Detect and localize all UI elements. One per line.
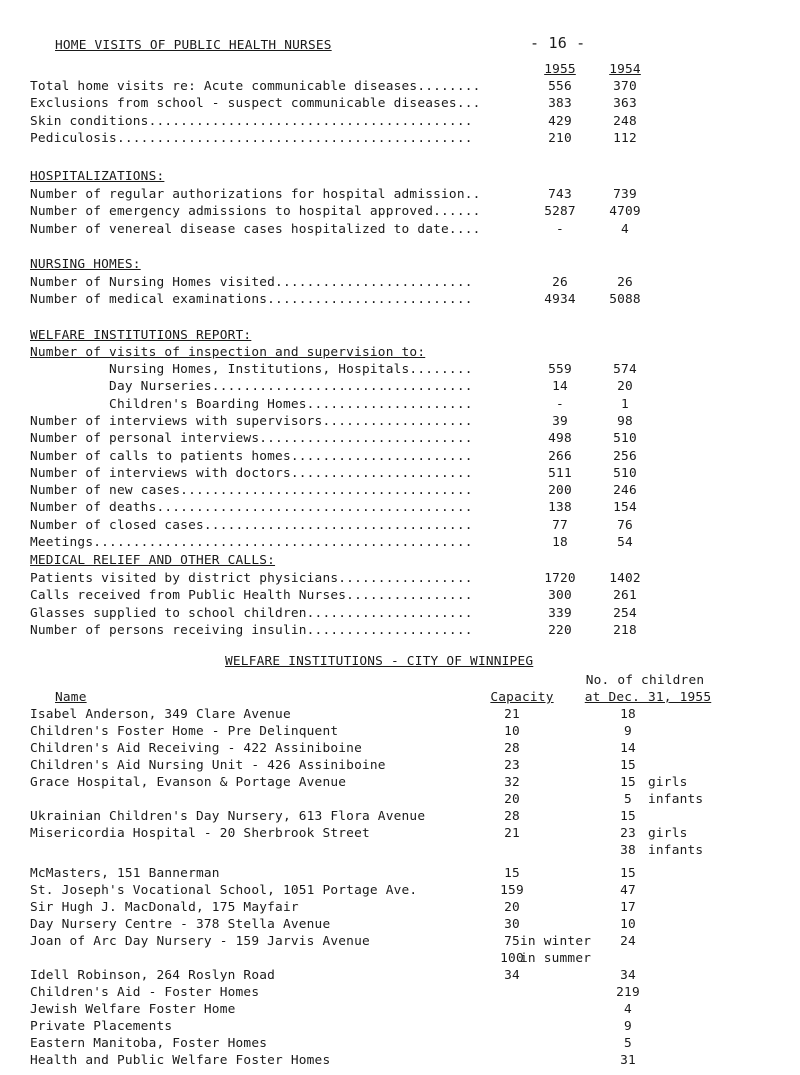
stat-row — [30, 187, 750, 204]
institution-capacity: 21 — [504, 826, 520, 841]
stat-value-1954: 4 — [621, 221, 629, 237]
institution-name: Sir Hugh J. MacDonald, 175 Mayfair — [30, 900, 299, 915]
children-note: girls — [648, 775, 688, 790]
institution-name: Eastern Manitoba, Foster Homes — [30, 1036, 268, 1051]
stat-value-1954: 363 — [613, 96, 637, 112]
institution-name: Ukrainian Children's Day Nursery, 613 Flora Avenue — [30, 809, 426, 824]
stat-value-1955: 1720 — [544, 571, 576, 586]
stat-row — [30, 96, 750, 113]
children-note: infants — [648, 792, 704, 807]
institution-name: Children's Aid Nursing Unit - 426 Assiniboine — [30, 758, 386, 773]
children-count: 31 — [620, 1053, 636, 1068]
stat-value-1955: 300 — [548, 588, 572, 604]
capacity-column-header: Capacity — [490, 690, 554, 705]
stat-row — [30, 414, 750, 431]
children-count: 10 — [620, 917, 636, 932]
stat-row — [30, 204, 750, 221]
section-subheading: Number of visits of inspection and supervision to: — [30, 345, 426, 360]
stat-label: Number of calls to patients homes....................... — [30, 448, 473, 464]
stat-row — [30, 606, 750, 623]
table-row — [30, 1036, 780, 1053]
stat-value-1955: 77 — [552, 517, 568, 533]
stat-row — [30, 114, 750, 131]
stat-value-1955: 18 — [552, 535, 568, 550]
children-count: 9 — [624, 1019, 632, 1034]
stat-row — [30, 588, 750, 605]
table-row — [30, 917, 780, 934]
table-row — [30, 792, 780, 809]
page-title: HOME VISITS OF PUBLIC HEALTH NURSES — [55, 38, 332, 53]
stat-value-1954: 248 — [613, 113, 637, 129]
table-row — [30, 968, 780, 985]
document-page — [30, 0, 780, 1075]
stat-label: Number of venereal disease cases hospitalized to date.... — [30, 221, 481, 237]
stat-row — [30, 571, 750, 588]
stat-label: Total home visits re: Acute communicable diseases........ — [30, 79, 481, 94]
institution-capacity: 23 — [504, 758, 520, 773]
stat-row — [30, 222, 750, 239]
institutions-table-title: WELFARE INSTITUTIONS - CITY OF WINNIPEG — [225, 654, 534, 669]
table-row — [30, 1019, 780, 1036]
stat-label: Number of medical examinations.......................... — [30, 292, 473, 308]
stat-value-1954: 510 — [613, 431, 637, 447]
institution-capacity: 32 — [504, 775, 520, 790]
stat-row — [30, 483, 750, 500]
table-row — [30, 883, 780, 900]
stat-label: Number of interviews with supervisors................... — [30, 413, 473, 429]
medical-relief-heading-row — [30, 553, 750, 570]
institution-capacity: 100 — [500, 951, 524, 966]
stat-label: Number of regular authorizations for hospital admission.. — [30, 187, 481, 202]
stat-value-1954: 261 — [613, 588, 637, 604]
stat-value-1955: 26 — [552, 275, 568, 290]
table-row — [30, 1002, 780, 1019]
stat-row — [30, 131, 750, 148]
stat-value-1954: 26 — [617, 275, 633, 290]
institution-capacity: 75 — [504, 934, 520, 949]
welfare-report-subheading-row — [30, 345, 750, 362]
section-heading: WELFARE INSTITUTIONS REPORT: — [30, 328, 252, 343]
table-row — [30, 843, 780, 860]
section-heading: NURSING HOMES: — [30, 257, 141, 272]
stat-value-1955: 556 — [548, 79, 572, 94]
stat-row — [30, 275, 750, 292]
stat-value-1954: 1 — [621, 396, 629, 412]
capacity-note: in winter — [520, 934, 592, 949]
page-header — [30, 34, 750, 58]
stat-value-1955: 429 — [548, 113, 572, 129]
stat-row — [30, 623, 750, 640]
stat-value-1955: 266 — [548, 448, 572, 464]
children-count: 34 — [620, 968, 636, 983]
capacity-note: in summer — [520, 951, 592, 966]
institution-name: Children's Aid Receiving - 422 Assiniboine — [30, 741, 362, 756]
children-note: girls — [648, 826, 688, 841]
institution-capacity: 28 — [504, 741, 520, 756]
stat-label: Number of Nursing Homes visited......................... — [30, 275, 473, 290]
children-count: 5 — [624, 1036, 632, 1051]
stat-value-1954: 739 — [613, 187, 637, 202]
table-row — [30, 866, 780, 883]
stat-value-1955: 210 — [548, 130, 572, 146]
nursing-homes-heading-row — [30, 257, 750, 274]
table-row — [30, 826, 780, 843]
children-column-header-line1: No. of children — [585, 673, 705, 688]
stat-value-1954: 98 — [617, 413, 633, 429]
institution-name: Grace Hospital, Evanson & Portage Avenue — [30, 775, 347, 790]
children-count: 15 — [620, 775, 636, 790]
stat-label: Day Nurseries................................. — [30, 379, 473, 395]
welfare-report-heading-row — [30, 328, 750, 345]
children-count: 15 — [620, 809, 636, 824]
institution-name: Private Placements — [30, 1019, 173, 1034]
stat-value-1954: 510 — [613, 465, 637, 481]
stat-label: Glasses supplied to school children..................... — [30, 605, 473, 621]
children-count: 219 — [616, 985, 640, 1000]
stat-label: Calls received from Public Health Nurses................ — [30, 588, 473, 604]
children-count: 15 — [620, 758, 636, 773]
stat-value-1955: 39 — [552, 413, 568, 429]
table-row — [30, 775, 780, 792]
institution-capacity: 30 — [504, 917, 520, 932]
institution-name: Jewish Welfare Foster Home — [30, 1002, 236, 1017]
stat-row — [30, 79, 750, 96]
hospitalizations-heading-row — [30, 169, 750, 186]
institution-name: McMasters, 151 Bannerman — [30, 866, 220, 881]
table-row — [30, 758, 780, 775]
children-count: 4 — [624, 1002, 632, 1017]
children-count: 24 — [620, 934, 636, 949]
institution-capacity: 10 — [504, 724, 520, 739]
stat-row — [30, 449, 750, 466]
stat-value-1954: 54 — [617, 535, 633, 550]
table-row — [30, 741, 780, 758]
table-row — [30, 809, 780, 826]
stat-value-1955: 339 — [548, 605, 572, 621]
stat-value-1954: 256 — [613, 448, 637, 464]
institution-name: Joan of Arc Day Nursery - 159 Jarvis Avenue — [30, 934, 370, 949]
stat-value-1955: 14 — [552, 379, 568, 395]
stat-row — [30, 431, 750, 448]
stat-value-1954: 574 — [613, 362, 637, 377]
stat-value-1954: 20 — [617, 379, 633, 395]
institution-capacity: 15 — [504, 866, 520, 881]
table-row — [30, 724, 780, 741]
stat-label: Children's Boarding Homes..................... — [30, 396, 473, 412]
stat-value-1955: 559 — [548, 362, 572, 377]
stat-label: Number of closed cases.................................. — [30, 517, 473, 533]
table-header-row-2 — [30, 690, 780, 707]
institution-capacity: 20 — [504, 792, 520, 807]
institution-name: Misericordia Hospital - 20 Sherbrook Street — [30, 826, 370, 841]
name-column-header: Name — [55, 690, 87, 705]
children-count: 15 — [620, 866, 636, 881]
institution-capacity: 34 — [504, 968, 520, 983]
institution-name: Isabel Anderson, 349 Clare Avenue — [30, 707, 291, 722]
children-count: 14 — [620, 741, 636, 756]
stat-value-1955: 498 — [548, 431, 572, 447]
stat-row — [30, 397, 750, 414]
stat-value-1954: 112 — [613, 130, 637, 146]
children-count: 17 — [620, 900, 636, 915]
stat-value-1955: 4934 — [544, 292, 576, 308]
institution-capacity: 28 — [504, 809, 520, 824]
section-heading: HOSPITALIZATIONS: — [30, 169, 165, 184]
stat-row — [30, 500, 750, 517]
children-count: 47 — [620, 883, 636, 898]
stat-label: Patients visited by district physicians................. — [30, 571, 473, 586]
stat-row — [30, 466, 750, 483]
stat-label: Pediculosis............................................. — [30, 130, 473, 146]
institution-name: Idell Robinson, 264 Roslyn Road — [30, 968, 276, 983]
stat-row — [30, 535, 750, 552]
table-row — [30, 985, 780, 1002]
stat-label: Exclusions from school - suspect communicable diseases... — [30, 96, 481, 112]
stat-value-1954: 246 — [613, 483, 637, 499]
stat-label: Number of interviews with doctors....................... — [30, 465, 473, 481]
stat-label: Number of persons receiving insulin..................... — [30, 622, 473, 638]
children-note: infants — [648, 843, 704, 858]
stat-value-1955: - — [556, 396, 564, 412]
children-count: 23 — [620, 826, 636, 841]
stat-value-1954: 4709 — [609, 204, 641, 220]
table-row — [30, 934, 780, 951]
table-row — [30, 951, 780, 968]
stat-row — [30, 362, 750, 379]
stat-row — [30, 292, 750, 309]
institution-name: Health and Public Welfare Foster Homes — [30, 1053, 331, 1068]
children-count: 5 — [624, 792, 632, 807]
stat-value-1955: 138 — [548, 500, 572, 516]
stat-value-1955: 5287 — [544, 204, 576, 220]
year-column-headers — [30, 62, 750, 79]
children-count: 9 — [624, 724, 632, 739]
stat-label: Number of personal interviews........................... — [30, 431, 473, 447]
stat-label: Number of deaths........................................ — [30, 500, 473, 516]
institution-name: Day Nursery Centre - 378 Stella Avenue — [30, 917, 331, 932]
children-count: 38 — [620, 843, 636, 858]
stat-value-1955: 220 — [548, 622, 572, 638]
institution-name: Children's Aid - Foster Homes — [30, 985, 260, 1000]
stat-row — [30, 518, 750, 535]
table-row — [30, 1053, 780, 1070]
stat-label: Number of new cases..................................... — [30, 483, 473, 499]
stat-label: Number of emergency admissions to hospital approved...... — [30, 204, 481, 220]
stat-value-1955: 383 — [548, 96, 572, 112]
institution-name: Children's Foster Home - Pre Delinquent — [30, 724, 339, 739]
table-row — [30, 900, 780, 917]
stat-value-1955: - — [556, 221, 564, 237]
page-number: - 16 - — [530, 34, 586, 52]
year-1955-header: 1955 — [544, 62, 576, 77]
stat-value-1954: 1402 — [609, 571, 641, 586]
stat-value-1954: 154 — [613, 500, 637, 516]
institution-capacity: 159 — [500, 883, 524, 898]
stat-value-1955: 200 — [548, 483, 572, 499]
institution-capacity: 20 — [504, 900, 520, 915]
table-header-row-1 — [30, 673, 780, 690]
stat-value-1954: 370 — [613, 79, 637, 94]
stat-label: Skin conditions......................................... — [30, 113, 473, 129]
stat-label: Nursing Homes, Institutions, Hospitals........ — [30, 362, 473, 377]
stat-value-1955: 511 — [548, 465, 572, 481]
stat-label: Meetings................................................ — [30, 535, 473, 550]
stat-value-1955: 743 — [548, 187, 572, 202]
table-row — [30, 707, 780, 724]
stat-value-1954: 5088 — [609, 292, 641, 308]
stat-value-1954: 76 — [617, 517, 633, 533]
children-column-header-line2: at Dec. 31, 1955 — [584, 690, 712, 705]
stat-value-1954: 218 — [613, 622, 637, 638]
stat-row — [30, 379, 750, 396]
children-count: 18 — [620, 707, 636, 722]
institution-capacity: 21 — [504, 707, 520, 722]
stat-value-1954: 254 — [613, 605, 637, 621]
institution-name: St. Joseph's Vocational School, 1051 Portage Ave. — [30, 883, 418, 898]
section-heading: MEDICAL RELIEF AND OTHER CALLS: — [30, 553, 276, 568]
year-1954-header: 1954 — [609, 62, 641, 77]
